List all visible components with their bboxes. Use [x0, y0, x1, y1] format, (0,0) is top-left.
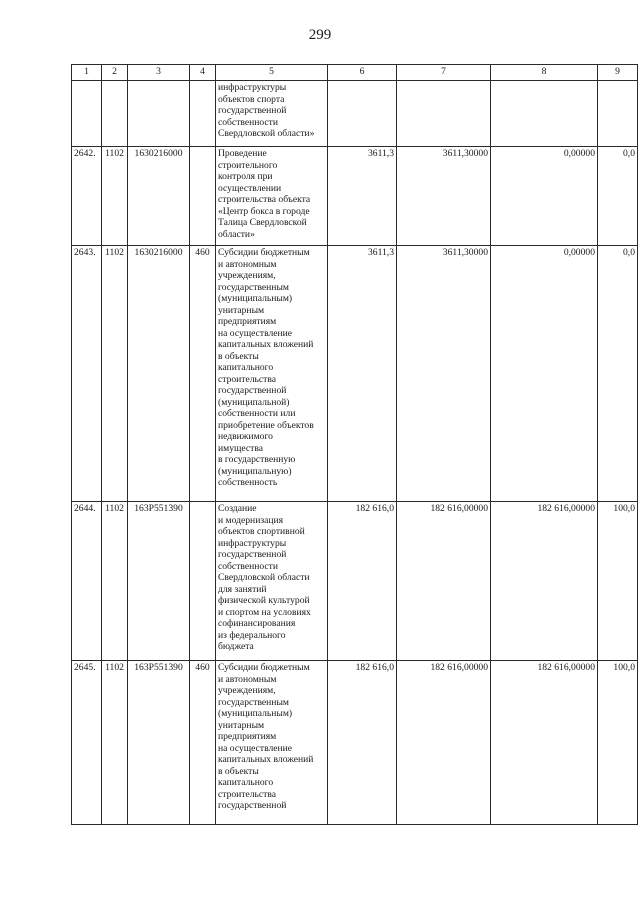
expense-type-code	[190, 81, 216, 147]
section-code: 1102	[102, 246, 128, 502]
target-article-code	[128, 81, 190, 147]
value-col8: 0,00000	[491, 147, 598, 246]
column-header: 5	[216, 65, 328, 81]
value-col7: 182 616,00000	[397, 502, 491, 661]
budget-table	[71, 64, 638, 825]
value-col7: 182 616,00000	[397, 661, 491, 825]
value-col8: 0,00000	[491, 246, 598, 502]
column-header: 3	[128, 65, 190, 81]
section-code: 1102	[102, 147, 128, 246]
section-code: 1102	[102, 661, 128, 825]
column-header: 2	[102, 65, 128, 81]
item-name: Субсидии бюджетным и автономным учреждениям, государственным (муниципальным) унитарным предприятиям на осуществление капитальных вложений в объекты капитального строительства государственной (муниципальной) собственности или приобретение объектов недвижимого имущества в государственную (муниципальную) собственность	[216, 246, 328, 502]
table-row	[72, 81, 638, 147]
column-header: 8	[491, 65, 598, 81]
value-col8: 182 616,00000	[491, 661, 598, 825]
row-number: 2644.	[72, 502, 102, 661]
value-col6: 182 616,0	[328, 502, 397, 661]
header-row	[72, 65, 638, 81]
table-row	[72, 502, 638, 661]
value-col9	[598, 81, 638, 147]
expense-type-code	[190, 147, 216, 246]
column-header: 7	[397, 65, 491, 81]
value-col9: 0,0	[598, 147, 638, 246]
item-name: Проведение строительного контроля при осуществлении строительства объекта «Центр бокса в городе Талица Свердловской области»	[216, 147, 328, 246]
column-header: 9	[598, 65, 638, 81]
expense-type-code: 460	[190, 246, 216, 502]
value-col6: 3611,3	[328, 147, 397, 246]
row-number	[72, 81, 102, 147]
expense-type-code	[190, 502, 216, 661]
table-row	[72, 147, 638, 246]
section-code: 1102	[102, 502, 128, 661]
row-number: 2643.	[72, 246, 102, 502]
column-header: 6	[328, 65, 397, 81]
table-row	[72, 246, 638, 502]
value-col6: 3611,3	[328, 246, 397, 502]
column-header: 4	[190, 65, 216, 81]
section-code	[102, 81, 128, 147]
page-number: 299	[308, 27, 332, 43]
item-name: инфраструктуры объектов спорта государственной собственности Свердловской области»	[216, 81, 328, 147]
target-article-code: 1630216000	[128, 147, 190, 246]
value-col7: 3611,30000	[397, 147, 491, 246]
row-number: 2645.	[72, 661, 102, 825]
value-col6	[328, 81, 397, 147]
value-col7	[397, 81, 491, 147]
value-col8	[491, 81, 598, 147]
value-col9: 100,0	[598, 661, 638, 825]
value-col9: 100,0	[598, 502, 638, 661]
item-name: Субсидии бюджетным и автономным учреждениям, государственным (муниципальным) унитарным предприятиям на осуществление капитальных вложений в объекты капитального строительства государственной	[216, 661, 328, 825]
value-col6: 182 616,0	[328, 661, 397, 825]
target-article-code: 163P551390	[128, 661, 190, 825]
column-header: 1	[72, 65, 102, 81]
item-name: Создание и модернизация объектов спортивной инфраструктуры государственной собственности Свердловской области для занятий физической культурой и спортом на условиях софинансирования из федерального бюджета	[216, 502, 328, 661]
value-col7: 3611,30000	[397, 246, 491, 502]
target-article-code: 1630216000	[128, 246, 190, 502]
value-col8: 182 616,00000	[491, 502, 598, 661]
target-article-code: 163P551390	[128, 502, 190, 661]
value-col9: 0,0	[598, 246, 638, 502]
table-row	[72, 661, 638, 825]
row-number: 2642.	[72, 147, 102, 246]
expense-type-code: 460	[190, 661, 216, 825]
